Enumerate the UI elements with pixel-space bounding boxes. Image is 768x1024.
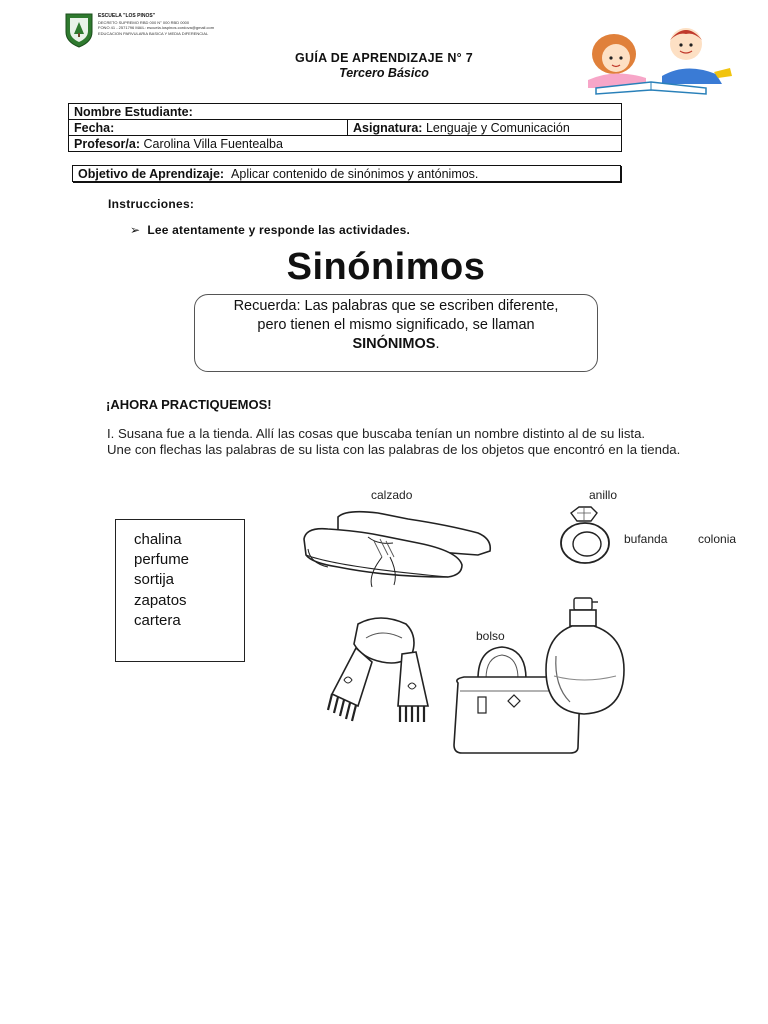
reminder-box bbox=[194, 294, 598, 372]
shoes-icon bbox=[298, 505, 496, 590]
subject-label: Asignatura: bbox=[353, 120, 423, 135]
guide-title: GUÍA DE APRENDIZAJE N° 7 bbox=[295, 51, 473, 65]
objective-label: Objetivo de Aprendizaje: bbox=[78, 166, 225, 181]
reminder-line-3 bbox=[195, 335, 597, 354]
reminder-line-1: Recuerda: Las palabras que se escriben diferente, bbox=[233, 298, 559, 314]
arrow-bullet-icon: ➢ bbox=[130, 223, 141, 237]
school-levels: EDUCACION PARVULARIA BASICA Y MEDIA DIFERENCIAL bbox=[98, 30, 209, 36]
date-label: Fecha: bbox=[74, 120, 115, 135]
ring-icon bbox=[557, 505, 615, 565]
practice-heading: ¡AHORA PRACTIQUEMOS! bbox=[106, 397, 272, 412]
date-subject-row bbox=[69, 120, 621, 136]
teacher-row bbox=[69, 136, 621, 151]
instructions-text: Lee atentamente y responde las actividades. bbox=[147, 223, 411, 237]
list-item: zapatos bbox=[134, 592, 187, 609]
list-item: chalina bbox=[134, 531, 182, 548]
teacher-label: Profesor/a: bbox=[74, 136, 140, 151]
school-name: ESCUELA "LOS PINOS" bbox=[98, 13, 156, 19]
school-decree: DECRETO SUPREMO RBD 000 N° 000 RBD 0000 bbox=[98, 19, 190, 25]
guide-subtitle: Tercero Básico bbox=[339, 66, 429, 80]
word-list-box bbox=[115, 519, 245, 662]
list-item: sortija bbox=[134, 571, 175, 588]
reminder-line-2: pero tienen el mismo significado, se llaman bbox=[257, 317, 535, 333]
objective-value: Aplicar contenido de sinónimos y antónimos. bbox=[231, 166, 479, 181]
student-name-row bbox=[69, 104, 621, 120]
label-shoes: calzado bbox=[371, 488, 413, 502]
label-scarf: bufanda bbox=[624, 532, 668, 546]
school-logo bbox=[64, 12, 94, 48]
subject-cell bbox=[347, 120, 621, 135]
reminder-keyword: SINÓNIMOS bbox=[352, 336, 436, 352]
learning-objective bbox=[72, 165, 621, 182]
section-title: Sinónimos bbox=[286, 246, 486, 288]
reminder-period: . bbox=[435, 336, 440, 352]
school-info bbox=[98, 14, 238, 36]
school-contact: FONO 41 - 2571796 MAIL: escuela.lospinos.cordova@gmail.com bbox=[98, 25, 215, 31]
subject-value: Lenguaje y Comunicación bbox=[425, 120, 570, 135]
student-name-label: Nombre Estudiante: bbox=[74, 104, 193, 119]
perfume-icon bbox=[540, 596, 630, 718]
teacher-value: Carolina Villa Fuentealba bbox=[143, 136, 283, 151]
exercise-instructions bbox=[107, 426, 707, 457]
label-perfume: colonia bbox=[698, 532, 737, 546]
reading-kids-illustration bbox=[566, 18, 736, 98]
list-item: cartera bbox=[134, 612, 181, 629]
scarf-icon bbox=[322, 614, 447, 729]
label-bag: bolso bbox=[476, 629, 505, 643]
exercise-line-1: I. Susana fue a la tienda. Allí las cosas que buscaba tenían un nombre distinto al de su lista. bbox=[107, 426, 646, 441]
list-item: perfume bbox=[134, 551, 190, 568]
label-ring: anillo bbox=[589, 488, 618, 502]
instructions-item bbox=[130, 223, 410, 237]
instructions-title: Instrucciones: bbox=[108, 197, 195, 211]
teacher-cell bbox=[69, 136, 283, 151]
student-info-table bbox=[68, 103, 622, 152]
exercise-line-2: Une con flechas las palabras de su lista con las palabras de los objetos que encontró en la tienda. bbox=[107, 441, 681, 457]
